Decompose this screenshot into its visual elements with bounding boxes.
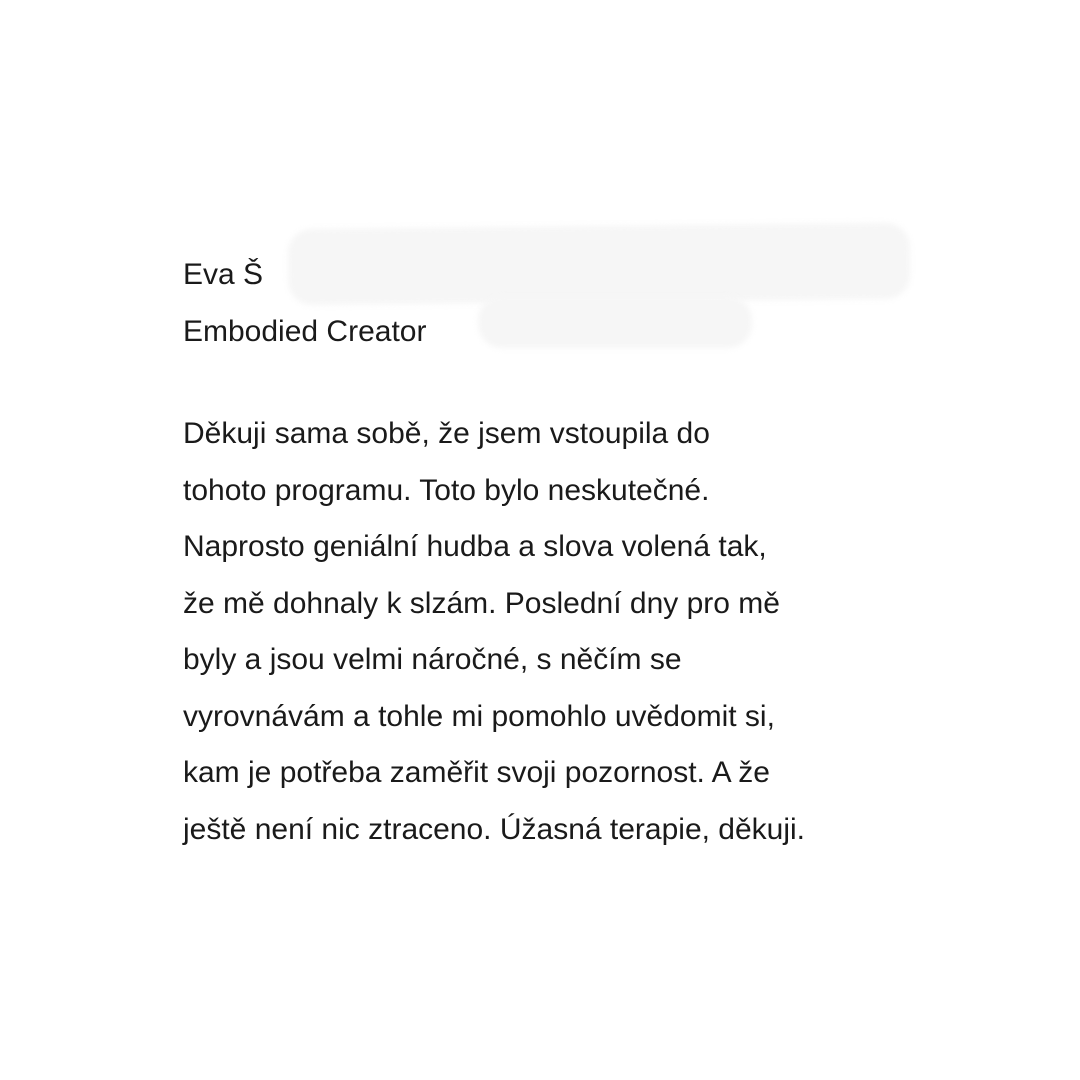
- testimonial-line: byly a jsou velmi náročné, s něčím se: [183, 643, 682, 676]
- testimonial-line: tohoto programu. Toto bylo neskutečné.: [183, 473, 710, 507]
- redaction-mark: [478, 296, 752, 348]
- author-header: [183, 246, 426, 360]
- testimonial-line: že mě dohnaly k slzám. Poslední dny pro mě: [183, 586, 780, 620]
- testimonial-line: Naprosto geniální hudba a slova volená tak,: [183, 530, 767, 563]
- testimonial-line: kam je potřeba zaměřit svoji pozornost. A že: [183, 756, 770, 789]
- author-name: Eva Š: [183, 258, 264, 291]
- author-title: Embodied Creator: [183, 315, 427, 348]
- testimonial-text: [183, 406, 943, 858]
- testimonial-line: vyrovnávám a tohle mi pomohlo uvědomit si,: [183, 699, 775, 733]
- testimonial-line: Děkuji sama sobě, že jsem vstoupila do: [183, 417, 710, 450]
- testimonial-line: ještě není nic ztraceno. Úžasná terapie, děkuji.: [183, 812, 806, 846]
